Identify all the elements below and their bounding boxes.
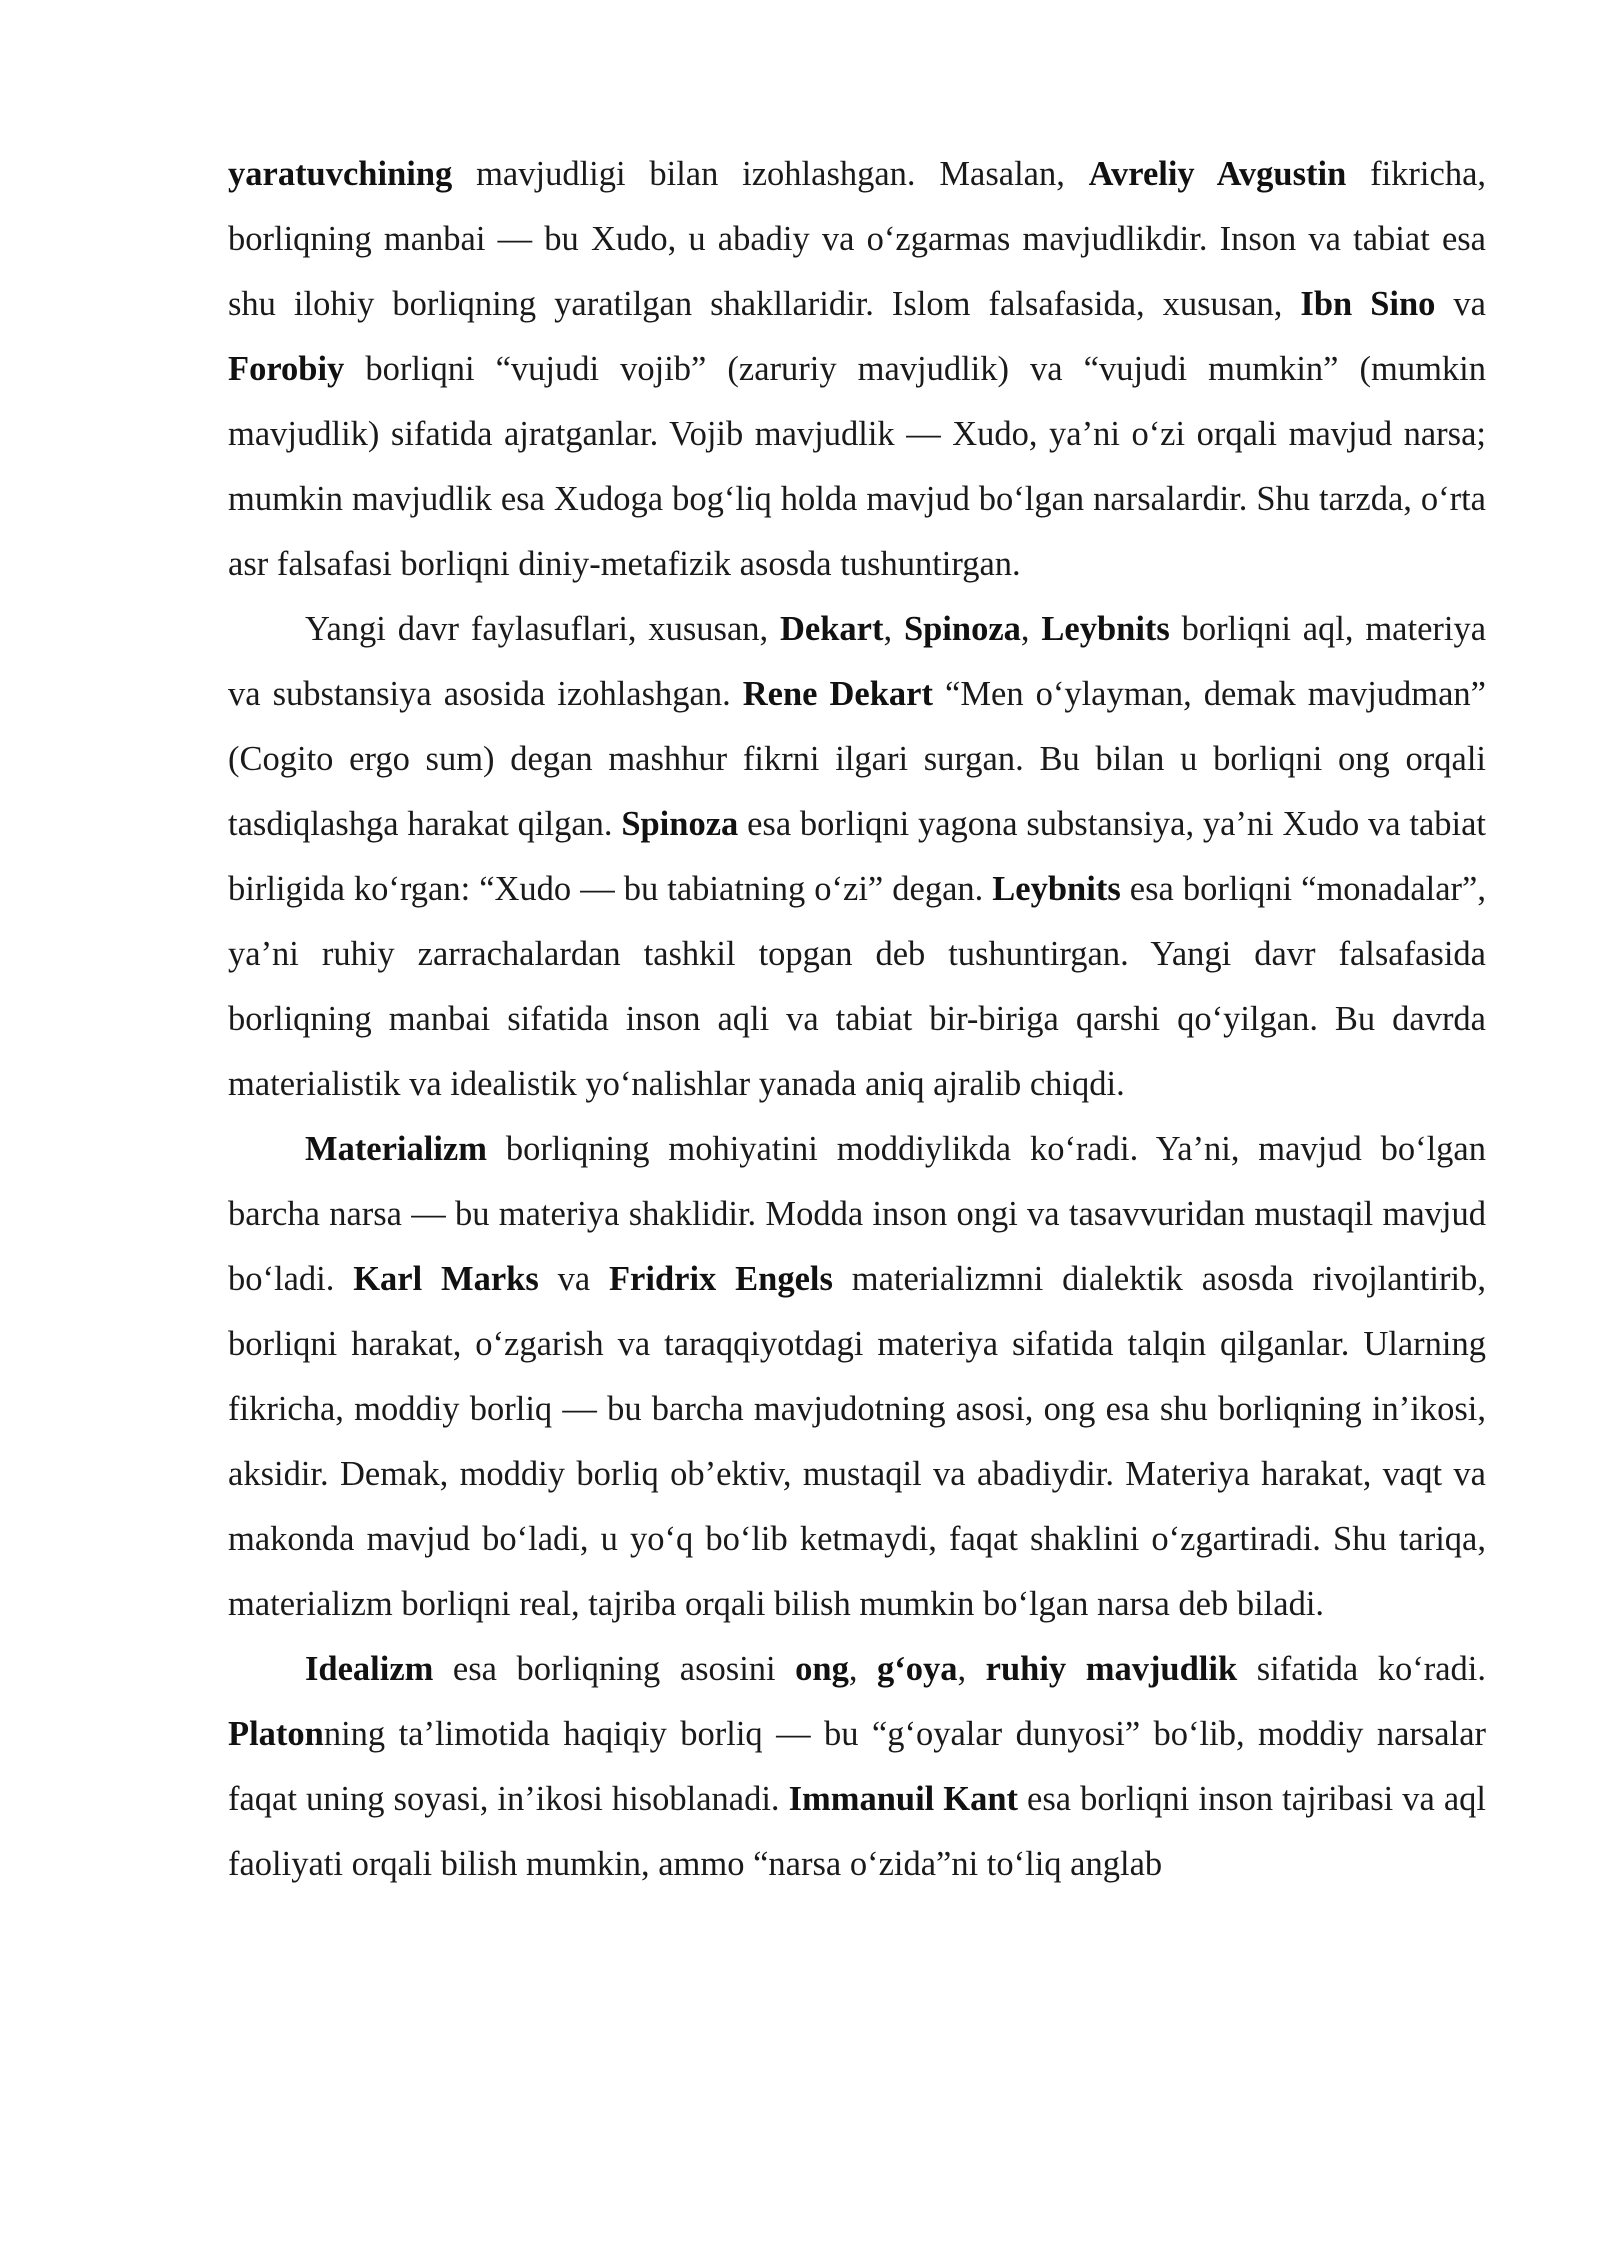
text-run: borliqning mohiyatini moddiylikda koʻradi. Ya’ni, mavjud boʻlgan barcha narsa — bu materiya shaklidir. Modda inson ongi va tasavvuridan mustaqil mavjud boʻladi. <box>228 1130 1486 1298</box>
text-run: Yangi davr faylasuflari, xususan, <box>305 610 780 648</box>
bold-term: Karl Marks <box>353 1260 539 1298</box>
document-page <box>228 142 1486 1897</box>
bold-term: Spinoza <box>621 805 739 843</box>
text-run: borliqni “vujudi vojib” (zaruriy mavjudlik) va “vujudi mumkin” (mumkin mavjudlik) sifatida ajratganlar. Vojib mavjudlik — Xudo, ya’ni oʻzi orqali mavjud narsa; mumkin mavjudlik esa Xudoga bogʻliq holda mavjud boʻlgan narsalardir. Shu tarzda, oʻrta asr falsafasi borliqni diniy-metafizik asosda tushuntirgan. <box>228 350 1486 583</box>
paragraph-3 <box>228 1117 1486 1637</box>
bold-term: Leybnits <box>1041 610 1170 648</box>
paragraph-1 <box>228 142 1486 597</box>
bold-term: gʻoya <box>877 1650 958 1688</box>
text-run: “Men oʻylayman, demak mavjudman” (Cogito ergo sum) degan mashhur fikrni ilgari surgan. Bu bilan u borliqni ong orqali tasdiqlashga harakat qilgan. <box>228 675 1486 843</box>
text-run: va <box>1435 285 1486 323</box>
bold-term: Ibn Sino <box>1300 285 1436 323</box>
text-run: , <box>1020 610 1042 648</box>
text-run: , <box>883 610 904 648</box>
bold-term: yaratuvchining <box>228 155 453 193</box>
text-run: esa borliqni “monadalar”, ya’ni ruhiy zarrachalardan tashkil topgan deb tushuntirgan. Yangi davr falsafasida borliqning manbai sifatida inson aqli va tabiat bir-biriga qarshi qoʻyilgan. Bu davrda materialistik va idealistik yoʻnalishlar yanada aniq ajralib chiqdi. <box>228 870 1486 1103</box>
bold-term: Materializm <box>305 1130 487 1168</box>
text-run: fikricha, borliqning manbai — bu Xudo, u abadiy va oʻzgarmas mavjudlikdir. Inson va tabiat esa shu ilohiy borliqning yaratilgan shakllaridir. Islom falsafasida, xususan, <box>228 155 1487 323</box>
text-run: borliqni aql, materiya va substansiya asosida izohlashgan. <box>228 610 1487 713</box>
text-run: sifatida koʻradi. <box>1237 1650 1487 1688</box>
text-run: va <box>538 1260 609 1298</box>
bold-term: Rene Dekart <box>742 675 933 713</box>
text-run: , <box>957 1650 986 1688</box>
text-run: mavjudligi bilan izohlashgan. Masalan, <box>452 155 1089 193</box>
bold-term: Spinoza <box>903 610 1021 648</box>
bold-term: Dekart <box>780 610 884 648</box>
bold-term: Idealizm <box>305 1650 434 1688</box>
paragraph-4 <box>228 1637 1486 1897</box>
bold-term: Avreliy Avgustin <box>1088 155 1347 193</box>
text-run: materializmni dialektik asosda rivojlantirib, borliqni harakat, oʻzgarish va taraqqiyotdagi materiya sifatida talqin qilganlar. Ularning fikricha, moddiy borliq — bu barcha mavjudotning asosi, ong esa shu borliqning in’ikosi, aksidir. Demak, moddiy borliq ob’ektiv, mustaqil va abadiydir. Materiya harakat, vaqt va makonda mavjud boʻladi, u yoʻq boʻlib ketmaydi, faqat shaklini oʻzgartiradi. Shu tariqa, materializm borliqni real, tajriba orqali bilish mumkin boʻlgan narsa deb biladi. <box>228 1260 1486 1623</box>
text-run: esa borliqni inson tajribasi va aql faoliyati orqali bilish mumkin, ammo “narsa oʻzida”ni toʻliq anglab <box>228 1780 1487 1883</box>
bold-term: Leybnits <box>992 870 1121 908</box>
bold-term: ruhiy mavjudlik <box>985 1650 1238 1688</box>
text-run: esa borliqning asosini <box>433 1650 796 1688</box>
text-run: , <box>848 1650 877 1688</box>
text-run: esa borliqni yagona substansiya, ya’ni Xudo va tabiat birligida koʻrgan: “Xudo — bu tabiatning oʻzi” degan. <box>228 805 1486 908</box>
bold-term: Platon <box>228 1715 324 1753</box>
bold-term: Immanuil Kant <box>788 1780 1019 1818</box>
bold-term: ong <box>795 1650 849 1688</box>
bold-term: Forobiy <box>228 350 345 388</box>
text-run: ning ta’limotida haqiqiy borliq — bu “gʻoyalar dunyosi” boʻlib, moddiy narsalar faqat uning soyasi, in’ikosi hisoblanadi. <box>228 1715 1486 1818</box>
paragraph-2 <box>228 597 1486 1117</box>
bold-term: Fridrix Engels <box>608 1260 833 1298</box>
